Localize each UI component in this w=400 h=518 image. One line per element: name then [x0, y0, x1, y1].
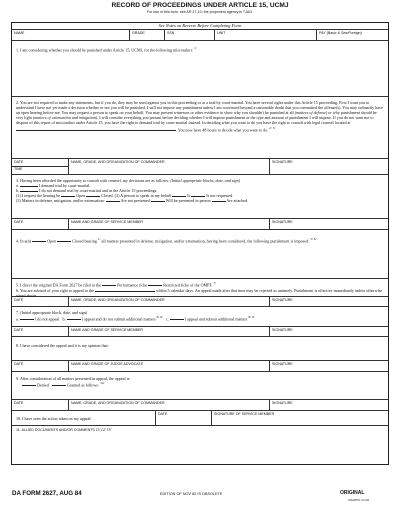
date-label-4: DATE [14, 328, 24, 332]
item-7a-text: I do not appeal [34, 316, 60, 322]
performance-fiche: Performance fiche [117, 282, 148, 288]
speaker-is-not: Is not requested. [206, 193, 234, 199]
item-7c-label: c. [165, 316, 169, 322]
appeal-authority-blank[interactable] [95, 288, 155, 292]
member-name-field-2[interactable] [68, 327, 269, 336]
proponent-note: For use of this form, see AR 27-10; the proponent agency is TJAG. [146, 10, 254, 14]
item-4-considered: all matters presented in defense, mitigation, and/or extenuation, having been considered, the following punishment is imposed: [101, 237, 310, 243]
granted-initials[interactable] [52, 382, 66, 386]
item-3b3-text: Matters in defense, mitigation, and/or extenuation: [21, 198, 105, 204]
signature-label-6: SIGNATURE [272, 401, 293, 405]
matters-attached-initials[interactable] [212, 198, 226, 202]
member-label-2: NAME AND GRADE OF SERVICE MEMBER [71, 328, 144, 332]
member-signature-row-2 [12, 327, 388, 337]
item-11-heading [12, 426, 388, 434]
item-3b1-label: (1) [16, 193, 21, 199]
item-4-text: 4. In a(n) [16, 237, 32, 243]
item-4-closed: Closed hearing [72, 237, 97, 243]
member-signature-field[interactable] [211, 411, 390, 425]
see-notes-row [12, 23, 388, 30]
judge-advocate-row [12, 361, 388, 372]
commander-signature-row-1 [12, 159, 388, 175]
no-appeal-initials[interactable] [20, 316, 34, 320]
item-2-counsel: In deciding what you want to do you have the right to consult with legal counsel located at [202, 120, 351, 126]
unit-label: UNIT [217, 31, 226, 35]
hearing-closed-initials[interactable] [86, 193, 100, 197]
item-3b2-text: (2) A person to speak in my behalf [114, 193, 172, 199]
commander-signature-row-3 [12, 400, 388, 411]
item-3a-initials[interactable] [20, 183, 38, 187]
item-4-closed-initials[interactable] [57, 238, 71, 242]
item-8-text: 8. I have considered the appeal and it is my opinion that: [16, 342, 109, 348]
usappc-label: USAPPC V1.00 [348, 498, 370, 502]
item-3a-label: a. [16, 182, 19, 188]
item-1-note: 1/ [194, 45, 197, 50]
item-2-hours: . You now have 48 hours to decide what you want to do. [176, 126, 268, 132]
item-9-granted: Granted as follows: [66, 382, 100, 388]
signature-label-3: SIGNATURE [272, 298, 293, 302]
identification-row [12, 30, 388, 41]
date-label-3: DATE [14, 298, 24, 302]
signature-label-5: SIGNATURE [272, 362, 293, 366]
item-3b-text: I do not demand trial by court-martial and in the Article 15 proceedings: [39, 187, 158, 193]
item-4-open: Open [47, 237, 57, 243]
signature-field-3[interactable] [269, 297, 390, 306]
date-field-1[interactable] [12, 159, 68, 174]
name-label: NAME [14, 31, 25, 35]
form-body [11, 22, 389, 465]
item-1-misconduct[interactable] [12, 41, 388, 97]
date-field-3[interactable] [12, 297, 68, 306]
name-field[interactable] [12, 30, 129, 40]
matters-person: Will be presented in person [165, 198, 211, 204]
item-10-text: 10. I have seen the action taken on my appeal. [16, 416, 92, 421]
judge-advocate-label: NAME AND GRADE OF JUDGE ADVOCATE [71, 362, 144, 366]
pay-field[interactable] [316, 30, 390, 40]
item-7b-label: b. [62, 316, 66, 322]
item-2-light: or why punishment should be very light [16, 109, 377, 121]
commander-label-3: NAME, GRADE, AND ORGANIZATION OF COMMANDER [71, 401, 165, 405]
signature-label-1: SIGNATURE [272, 160, 293, 164]
item-6-text: 6. You are advised of your right to appeal to the [16, 287, 94, 293]
item-4-open-initials[interactable] [32, 238, 46, 242]
commander-signature-row-2 [12, 297, 388, 307]
pay-label: PAY [319, 31, 326, 35]
commander-name-field-1[interactable] [68, 159, 269, 174]
grade-field[interactable] [129, 30, 164, 40]
date-label-7: DATE [158, 412, 168, 416]
time-label: TIME [12, 166, 68, 171]
judge-advocate-field[interactable] [68, 361, 269, 371]
date-field-4[interactable] [12, 327, 68, 336]
item-5-note: 7/ [213, 281, 217, 285]
item-6-text-2: within 5 calendar days. An appeal made after that time may be rejected as untimely. Punishment is effective immediately unless otherwise stated above. [16, 287, 383, 298]
item-8-opinion[interactable] [12, 337, 388, 361]
member-name-field-1[interactable] [68, 219, 269, 229]
matters-not-initials[interactable] [106, 198, 120, 202]
date-label-1: DATE [14, 160, 24, 164]
original-label: ORIGINAL [340, 490, 365, 496]
matters-not: Are not presented [120, 198, 150, 204]
item-3b1-text: I request the hearing be [21, 193, 61, 199]
item-11-note: 11/ 12/ 13/ [95, 428, 112, 432]
item-2-note-2: 2/ [269, 125, 272, 130]
item-3b3-label: (3) [16, 198, 21, 204]
item-9-note: 10/ [100, 380, 105, 385]
item-3b-label: b. [16, 187, 20, 193]
item-2-defense: (matters of defense) [294, 109, 328, 115]
item-4-note: 1/ [97, 236, 101, 241]
item-2-consider: I will consider everything you present before deciding whether I will impose punishment or the type and amount of punishment I will impose. [99, 115, 332, 121]
item-3-text: 3. Having been afforded the opportunity to consult with counsel, my decisions are as follows: [16, 177, 170, 183]
edition-note: EDITION OF NOV 82 IS OBSOLETE [160, 492, 223, 496]
item-2-extenuation: (matters of extenuation and mitigation). [32, 115, 99, 121]
signature-field-4[interactable] [269, 327, 390, 336]
matters-are: Are [226, 198, 233, 204]
item-11-text: 11. ALLIED DOCUMENTS AND/OR COMMENTS [16, 428, 95, 432]
performance-fiche-initials[interactable] [102, 282, 116, 286]
item-4-punishment[interactable] [12, 230, 388, 279]
item-10-text-cell [12, 411, 155, 425]
item-3b-initials[interactable] [20, 188, 38, 192]
unit-field[interactable] [214, 30, 316, 40]
item-9-text: 9. After consideration of all matters presented in appeal, the appeal is: [16, 375, 131, 381]
restricted-fiche: Restricted fiche of the OMPF. [163, 282, 213, 288]
matters-person-initials[interactable] [151, 198, 165, 202]
item-3-note: (Initial appropriate blocks, date, and sign) [170, 177, 240, 183]
item-5-6-filing-appeal [12, 279, 388, 297]
speaker-is: Is [187, 193, 191, 199]
signature-label-2: SIGNATURE [272, 220, 293, 224]
ssn-field[interactable] [164, 30, 214, 40]
item-7c-note: 8/ 9/ [248, 314, 255, 319]
date-field-2[interactable] [12, 219, 68, 229]
ssn-label: SSN [167, 31, 175, 35]
hearing-closed: Closed. [101, 193, 114, 199]
item-10-acknowledgment [12, 411, 388, 426]
date-field-7[interactable] [155, 411, 211, 425]
item-7b-text: I appeal and do not submit additional matters [81, 316, 156, 322]
member-signature-label: SIGNATURE OF SERVICE MEMBER [214, 412, 275, 416]
date-field-6[interactable] [12, 400, 68, 410]
item-2-demand: If you do not want me to dispose of this report of misconduct under Article 15, you have the right to demand trial by court-martial instead. [16, 115, 374, 126]
hearing-open-initials[interactable] [61, 193, 75, 197]
date-label-2: DATE [14, 220, 24, 224]
signature-field-5[interactable] [269, 361, 390, 371]
commander-name-field-2[interactable] [68, 297, 269, 306]
member-signature-row-1 [12, 219, 388, 230]
item-3-decisions [12, 175, 388, 219]
speaker-is-initials[interactable] [172, 193, 186, 197]
signature-field-2[interactable] [269, 219, 390, 229]
member-label-1: NAME AND GRADE OF SERVICE MEMBER [71, 220, 144, 224]
restricted-fiche-initials[interactable] [148, 282, 162, 286]
appeal-matters-initials[interactable] [170, 316, 184, 320]
pay-note: (Basic & Sea/Foreign) [326, 31, 362, 35]
date-field-5[interactable] [12, 361, 68, 371]
item-4-note-2: 5/ 6/ [310, 236, 317, 241]
counsel-location-blank[interactable] [16, 127, 176, 131]
item-7c-text: I appeal and submit additional matters [184, 316, 248, 322]
commander-label-1: NAME, GRADE, AND ORGANIZATION OF COMMANDER [71, 160, 165, 164]
date-label-6: DATE [14, 401, 24, 405]
signature-field-6[interactable] [269, 400, 390, 410]
signature-field-1[interactable] [269, 159, 390, 174]
form-number: DA FORM 2627, AUG 84 [12, 490, 82, 497]
grade-label: GRADE [132, 31, 145, 35]
commander-name-field-3[interactable] [68, 400, 269, 410]
item-7-text: 7. (Initial appropriate block, date, and sign) [16, 309, 88, 315]
hearing-open: Open [76, 193, 86, 199]
appeal-no-matters-initials[interactable] [67, 316, 81, 320]
item-3a-text: I demand trial by court-martial. [38, 182, 91, 188]
date-label-5: DATE [14, 362, 24, 366]
item-7-appeal [12, 307, 388, 327]
item-9-appeal-decision[interactable] [12, 372, 388, 400]
item-11-allied-documents[interactable] [12, 426, 388, 464]
signature-label-4: SIGNATURE [272, 328, 293, 332]
matters-attached: attached. [233, 198, 249, 204]
item-7b-note: 8/ 9/ [156, 314, 163, 319]
item-9-denied: Denied [37, 382, 49, 388]
item-2-text: 2. You are not required to make any statements, but if you do, they may be used against you in this proceeding or at a trial by court-martial. You have several rights under this Article 15 proceeding. First I want you to understand I have not yet made a decision whether or not you will be punished. I will not impose any punishment unless I am convinced beyond a reasonable doubt that you committed the offense(s). You may ordinarily have an open hearing before me. You may request a person to speak on your behalf. You may present witnesses or other evidence to show why you shouldn't be punished at all [16, 99, 383, 115]
see-notes: See Notes on Reverse Before Completing Form [158, 23, 242, 28]
denied-initials[interactable] [22, 382, 36, 386]
item-5-text: 5. I direct the original DA Form 2627 be filed in the [16, 282, 102, 288]
commander-label-2: NAME, GRADE, AND ORGANIZATION OF COMMANDER [71, 298, 165, 302]
item-7a-label: a. [16, 316, 19, 322]
item-1-text: 1. I am considering whether you should be punished under Article 15, UCMJ, for the following misconduct: [16, 46, 194, 52]
item-2-rights [12, 97, 388, 159]
speaker-is-not-initials[interactable] [191, 193, 205, 197]
item-2-note-3: 3/ [272, 125, 276, 130]
form-title: RECORD OF PROCEEDINGS UNDER ARTICLE 15, UCMJ [111, 2, 289, 9]
